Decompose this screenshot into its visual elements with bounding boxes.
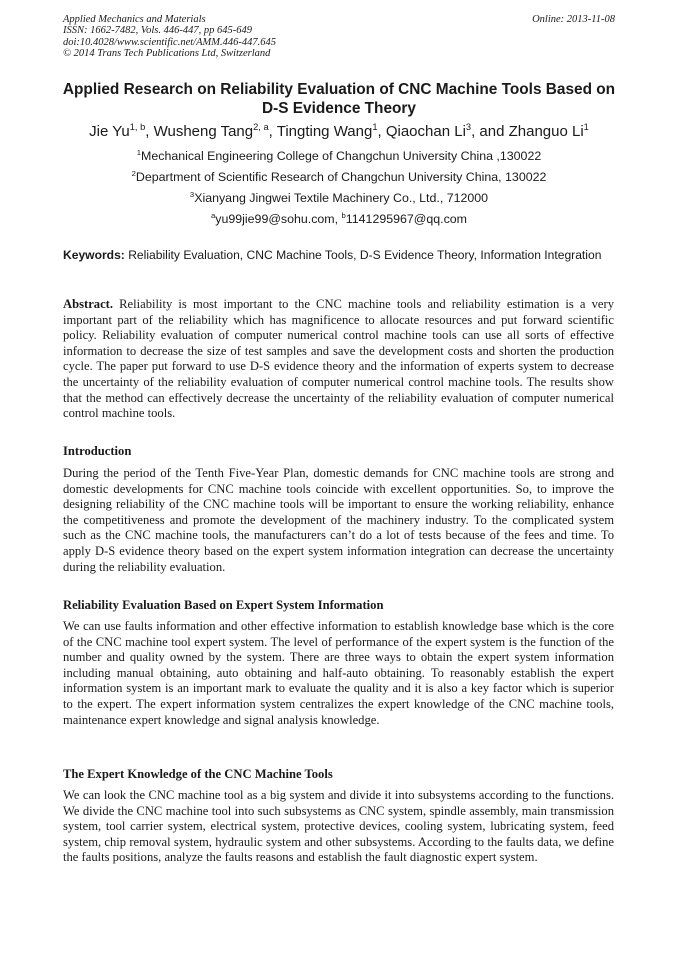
keywords-label: Keywords: <box>63 248 125 262</box>
section-paragraph-expert-knowledge: We can look the CNC machine tool as a big system and divide it into subsystems according to the functions. We divide the CNC machine tool into such subsystems as CNC system, spindle assembly, main transmission system, tool carrier system, electrical system, protective devices, cooling system, lubricating system, feed system, chip removal system, hydraulic system and other subsystems. According to the faults data, we define the faults positions, analyze the faults reasons and establish the fault diagnostic expert system. <box>63 788 614 865</box>
author-affiliation-mark: 1 <box>583 122 589 132</box>
abstract-text: Reliability is most important to the CNC machine tools and reliability estimation is a very important part of the reliability which has magnificence to allocate resources and put forward scientific policy. Reliability evaluation of computer numerical control machine tools can use all sorts of effective information to decrease the size of test samples and save the development costs and shorten the production cycle. The paper put forward to use D-S evidence theory and the information of experts system to decrease the uncertainty of the reliability evaluation of computer numerical control machine tools. The results show that the method can effectively decrease the uncertainty of the reliability evaluation of computer numerical control machine tools. <box>63 297 614 421</box>
author-affiliation-mark: 2, a <box>253 122 269 132</box>
email-address: yu99jie99@sohu.com, <box>215 212 342 226</box>
affiliation-3 <box>40 191 638 206</box>
affiliation-mark: 1 <box>136 147 142 157</box>
author-name: Zhanguo Li <box>508 123 584 140</box>
author-affiliation-mark: 1 <box>372 122 378 132</box>
affiliation-2 <box>40 170 638 185</box>
abstract-label: Abstract. <box>63 297 114 311</box>
doi-line: doi:10.4028/www.scientific.net/AMM.446-447.645 <box>63 36 276 48</box>
author-name: Qiaochan Li <box>385 123 466 140</box>
author-name: Jie Yu <box>89 123 130 140</box>
contact-emails <box>40 212 638 227</box>
affiliation-text: Mechanical Engineering College of Changchun University China ,130022 <box>141 149 542 163</box>
issn-line: ISSN: 1662-7482, Vols. 446-447, pp 645-649 <box>63 25 252 37</box>
section-paragraph-introduction: During the period of the Tenth Five-Year Plan, domestic demands for CNC machine tools are strong and domestic developments for CNC machine tools coincide with excellent opportunities. So, to improve the designing reliability of the CNC machine tools will be important to ensure the working reliability, enhance the competitiveness and promote the development of the machinery industry. To the complicated system such as the CNC machine tools, the manufacturers can’t do a lot of tests because of the fees and time. To apply D-S evidence theory based on the expert system information integration can decrease the uncertainty during the reliability evaluation. <box>63 466 614 574</box>
author-affiliation-mark: 3 <box>465 122 472 132</box>
section-heading-expert-knowledge: The Expert Knowledge of the CNC Machine Tools <box>63 767 333 781</box>
author-list <box>40 122 638 142</box>
online-date: Online: 2013-11-08 <box>532 14 615 25</box>
author-separator: , <box>268 123 277 140</box>
abstract-paragraph <box>63 297 614 422</box>
affiliation-text: Xianyang Jingwei Textile Machinery Co., Ltd., 712000 <box>194 191 489 205</box>
author-affiliation-mark: 1, b <box>129 122 146 132</box>
affiliation-text: Department of Scientific Research of Changchun University China, 130022 <box>135 170 547 184</box>
paper-title: Applied Research on Reliability Evaluation of CNC Machine Tools Based on D-S Evidence Theory <box>62 81 616 117</box>
section-heading-introduction: Introduction <box>63 444 132 458</box>
email-mark: b <box>341 210 346 220</box>
author-name: Tingting Wang <box>276 123 373 140</box>
journal-name: Applied Mechanics and Materials <box>63 14 206 25</box>
copyright-line: © 2014 Trans Tech Publications Ltd, Switzerland <box>63 48 271 60</box>
journal-header <box>63 14 615 60</box>
keywords-block <box>63 248 614 263</box>
author-separator: , <box>145 123 154 140</box>
author-separator: , <box>377 123 386 140</box>
email-mark: a <box>211 210 216 220</box>
keywords-text: Reliability Evaluation, CNC Machine Tools, D-S Evidence Theory, Information Integration <box>128 248 602 262</box>
section-heading-reliability-evaluation: Reliability Evaluation Based on Expert System Information <box>63 598 384 612</box>
affiliation-mark: 3 <box>189 189 195 199</box>
affiliation-mark: 2 <box>131 168 136 178</box>
section-paragraph-reliability-evaluation: We can use faults information and other effective information to establish knowledge base which is the core of the CNC machine tool expert system. The level of performance of the expert system is the function of the number and quality owned by the system. There are three ways to obtain the expert system information including manual obtaining, auto obtaining and half-auto obtaining. To reasonably establish the expert information system is an important mark to evaluate the quality and it is also a key factor which is superior to the expert. The expert information system centralizes the expert knowledge of the CNC machine tools, maintenance expert knowledge and signal analysis knowledge. <box>63 619 614 727</box>
author-separator: , and <box>471 123 509 140</box>
affiliation-1 <box>40 149 638 164</box>
author-name: Wusheng Tang <box>153 123 254 140</box>
email-address: 1141295967@qq.com <box>345 212 467 226</box>
